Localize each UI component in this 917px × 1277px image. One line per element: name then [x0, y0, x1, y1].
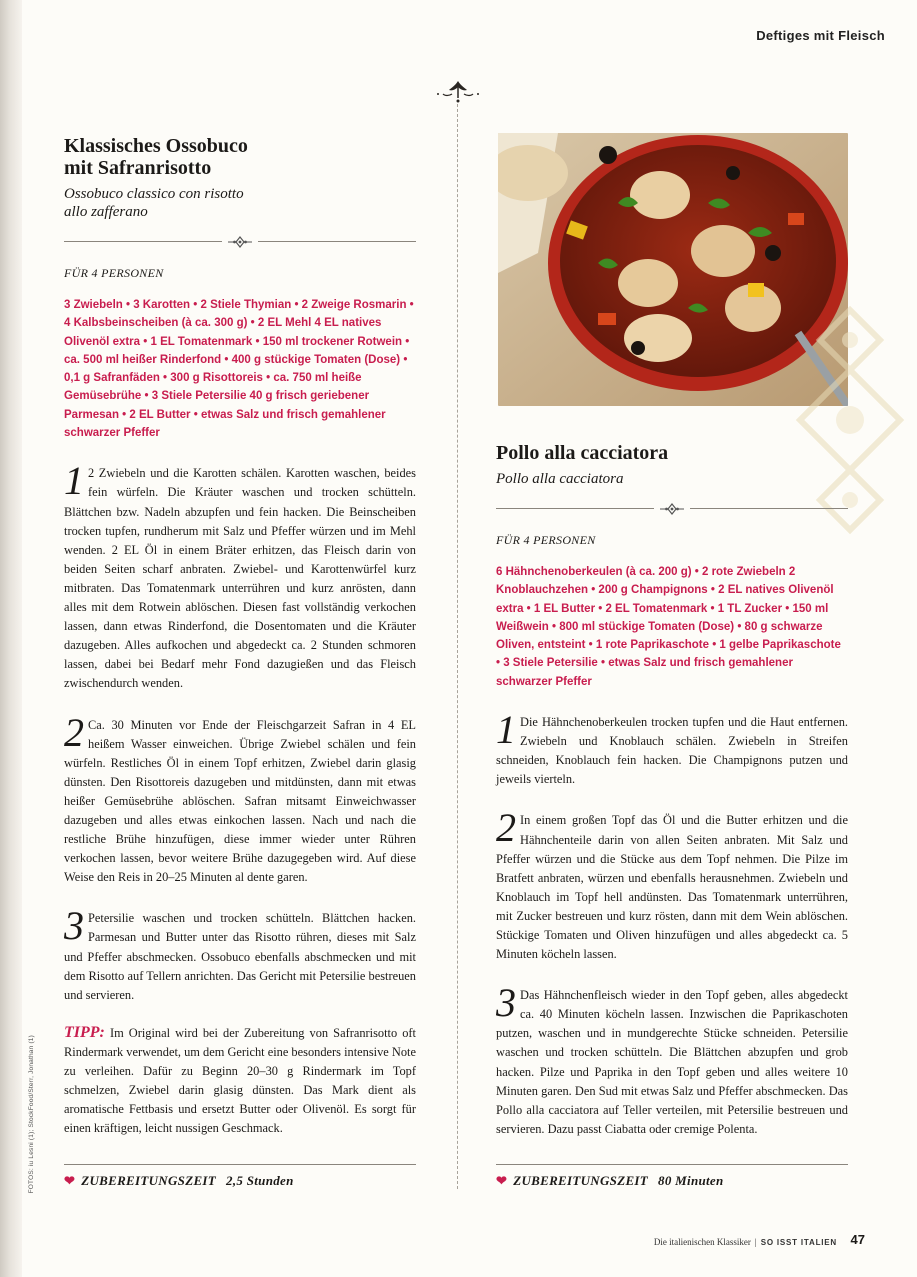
- prep-time-right: [496, 1164, 848, 1189]
- instruction-step: [496, 707, 848, 789]
- page-footer: [654, 1237, 837, 1247]
- prep-rule: [496, 1164, 848, 1165]
- footer-series: Die italienischen Klassiker: [653, 1237, 751, 1247]
- instruction-step: [64, 903, 416, 1004]
- step-number: 1: [64, 458, 84, 504]
- recipe-title: Pollo alla cacciatora: [496, 442, 669, 464]
- prep-value: 80 Minuten: [658, 1173, 724, 1188]
- instruction-step: [64, 458, 416, 693]
- prep-time-left: [64, 1164, 416, 1189]
- ornament-icon: [226, 235, 254, 249]
- step-text: Die Hähnchenoberkeulen trocken tupfen und die Haut entfernen. Zwiebeln und Knoblauch schälen. Zwiebeln in Streifen schneiden, Knoblauch fein hacken. Die Champignons putzen und jeweils vierteln.: [496, 715, 848, 787]
- instruction-step: [496, 805, 848, 964]
- recipe-subtitle: [64, 185, 416, 221]
- servings-label: FÜR 4 PERSONEN: [64, 266, 164, 280]
- section-header: Deftiges mit Fleisch: [756, 28, 885, 43]
- prep-rule: [64, 1164, 416, 1165]
- tip-text: Im Original wird bei der Zubereitung von Safranrisotto oft Rindermark verwendet, um dem Gericht eine besonders intensive Note zu verleihen. Dafür zu Beginn 20–30 g Rindermark im Topf schmelzen, Zwiebel darin glasig dünsten. Das Mark dient als aromatische Fettbasis und ersetzt Butter oder Olivenöl. Es sorgt für einen kräftigen, leicht nussigen Geschmack.: [64, 1025, 416, 1136]
- step-number: 3: [496, 980, 516, 1026]
- top-ornament-icon: [435, 78, 481, 104]
- step-text: 2 Zwiebeln und die Karotten schälen. Karotten waschen, beides fein würfeln. Die Kräuter waschen und trocken schütteln. Blättchen bzw. Nadeln abzupfen und fein hacken. Die Beinscheiben trocken tupfen, rundherum mit Salz und Pfeffer würzen und im Mehl wenden. 2 EL Öl in einem Bräter erhitzen, das Fleisch darin von beiden Seiten scharf anbraten. Zwiebel- und Karottenwürfel kurz mitbraten. Das Tomatenmark unterrühren und kurz anrösten, dann alles mit dem Rotwein ablöschen. Diesen fast vollständig verkochen lassen, dann etwas Rinderfond, die Dosentomaten und die Kräuter dazugeben. Alles aufkochen und abgedeckt ca. 2 Stunden schmoren lassen, dabei bei Bedarf mehr Fond dazugießen und das Fleisch zwischendurch wenden.: [64, 466, 416, 691]
- subtitle-line-2: allo zafferano: [64, 204, 148, 220]
- instruction-step: [64, 709, 416, 888]
- heart-icon: ❤: [64, 1173, 76, 1188]
- recipe-ossobuco: [64, 135, 416, 1138]
- prep-time: [496, 1173, 848, 1189]
- step-number: 3: [64, 903, 84, 949]
- prep-label: ZUBEREITUNGSZEIT: [513, 1173, 649, 1188]
- recipe-subtitle: Pollo alla cacciatora: [496, 471, 624, 487]
- instruction-step: [496, 980, 848, 1139]
- step-number: 2: [496, 805, 516, 851]
- page-number: 47: [850, 1232, 865, 1247]
- tip-label: TIPP:: [64, 1023, 105, 1041]
- step-text: In einem großen Topf das Öl und die Butter erhitzen und die Hähnchenteile darin von allen Seiten anbraten. Mit Salz und Pfeffer würzen und die Stücke aus dem Topf nehmen. Die Pilze im Bratfett anbraten, würzen und ebenfalls herausnehmen. Zwiebeln und Knoblauch im Topf hell andünsten. Das Tomatenmark unterrühren, mit Zucker bestreuen und kurz rösten, dann mit dem Wein ablöschen. Stückige Tomaten und Oliven hinzufügen und alles abgedeckt ca. 5 Minuten köcheln lassen.: [496, 813, 848, 962]
- servings-label: FÜR 4 PERSONEN: [496, 533, 596, 547]
- footer-separator: |: [754, 1237, 757, 1247]
- subtitle-line-1: Ossobuco classico con risotto: [64, 186, 244, 202]
- step-text: Petersilie waschen und trocken schütteln. Blättchen hacken. Parmesan und Butter unter das Risotto rühren, dieses mit Salz und Pfeffer abschmecken. Ossobuco ebenfalls abschmecken und mit dem Risotto auf Tellern anrichten. Das Gericht mit Petersilie bestreuen und servieren.: [64, 911, 416, 1002]
- recipe-pollo: [496, 442, 848, 1139]
- tip-box: [64, 1023, 416, 1139]
- page-spine-shadow: [0, 0, 22, 1277]
- step-text: Das Hähnchenfleisch wieder in den Topf geben, alles abgedeckt ca. 40 Minuten köcheln lassen. Inzwischen die Paprikaschoten putzen, waschen und in mundgerechte Stücke schneiden. Petersilie waschen und trocken schütteln. Die Blättchen abzupfen und grob hacken. Pilze und Paprika in den Topf geben und alles weitere 10 Minuten garen. Den Sud mit etwas Salz und Pfeffer abschmecken. Das Pollo alla cacciatora auf Teller verteilen, mit Petersilie bestreuen und servieren. Dazu passt Ciabatta oder cremige Polenta.: [496, 988, 848, 1136]
- step-number: 2: [64, 709, 84, 755]
- footer-magazine: SO ISST ITALIEN: [760, 1238, 837, 1247]
- recipe-title: [64, 135, 416, 179]
- prep-label: ZUBEREITUNGSZEIT: [81, 1173, 217, 1188]
- column-separator: [457, 104, 458, 1189]
- ingredients-list: 6 Hähnchenoberkeulen (à ca. 200 g) • 2 rote Zwiebeln 2 Knoblauchzehen • 200 g Champignons • 2 EL natives Olivenöl extra • 1 EL Butter • 2 EL Tomatenmark • 1 TL Zucker • 150 ml Weißwein • 800 ml stückige Tomaten (Dose) • 80 g schwarze Oliven, entsteint • 1 rote Paprikaschote • 1 gelbe Paprikaschote • 3 Stiele Petersilie • etwas Salz und frisch gemahlener schwarzer Pfeffer: [496, 566, 841, 688]
- heart-icon: ❤: [496, 1173, 508, 1188]
- ornament-divider: [496, 502, 848, 516]
- ingredients-list: 3 Zwiebeln • 3 Karotten • 2 Stiele Thymian • 2 Zweige Rosmarin • 4 Kalbsbeinscheiben (à ca. 300 g) • 2 EL Mehl 4 EL natives Olivenöl extra • 1 EL Tomatenmark • 150 ml trockener Rotwein • ca. 500 ml heißer Rinderfond • 400 g stückige Tomaten (Dose) • 0,1 g Safranfäden • 300 g Risottoreis • ca. 750 ml heiße Gemüsebrühe • 3 Stiele Petersilie 40 g frisch geriebener Parmesan • 2 EL Butter • etwas Salz und frisch gemahlener schwarzer Pfeffer: [64, 299, 414, 440]
- title-line-2: mit Safranrisotto: [64, 157, 212, 179]
- prep-value: 2,5 Stunden: [226, 1173, 294, 1188]
- step-text: Ca. 30 Minuten vor Ende der Fleischgarzeit Safran in 4 EL heißem Wasser einweichen. Übrige Zwiebel schälen und fein würfeln. Restliches Öl in einem Topf erhitzen, Zwiebel darin glasig dünsten. Den Risottoreis dazugeben und mitdünsten, dann mit etwas heißer Gemüsebrühe ablöschen. Safran mitsamt Einweichwasser dazugeben und alles etwas einkochen lassen. Nach und nach die restliche Brühe hinzufügen, diese immer wieder unter Rühren verkochen lassen, bevor weitere Brühe dazugegeben wird. Auf diese Weise den Reis in 20–25 Minuten al dente garen.: [64, 717, 416, 885]
- photo-credit: FOTOS: iu Lesni (1); StockFood/Sterr, Jonathan (1): [28, 1035, 35, 1194]
- ornament-divider: [64, 235, 416, 249]
- prep-time: [64, 1173, 416, 1189]
- title-line-1: Klassisches Ossobuco: [64, 135, 248, 157]
- step-number: 1: [496, 707, 516, 753]
- ornament-icon: [658, 502, 686, 516]
